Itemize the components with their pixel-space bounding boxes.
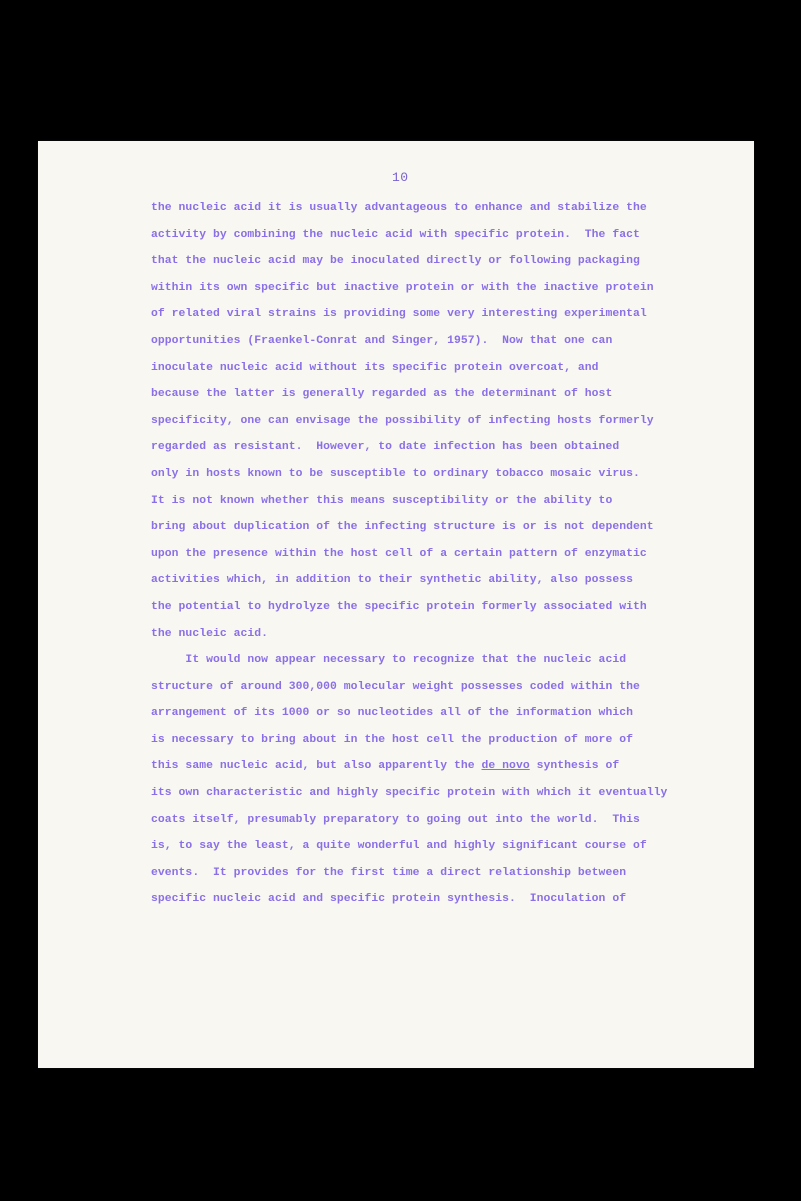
paragraph-start-line: It would now appear necessary to recognize that the nucleic acid: [151, 654, 627, 667]
text-line: the potential to hydrolyze the specific protein formerly associated with: [151, 600, 647, 613]
text-line: of related viral strains is providing some very interesting experimental: [151, 308, 647, 321]
body-text: [151, 195, 691, 913]
text-line: within its own specific but inactive protein or with the inactive protein: [151, 281, 654, 294]
text-line: specific nucleic acid and specific protein synthesis. Inoculation of: [151, 893, 627, 906]
text-line: regarded as resistant. However, to date infection has been obtained: [151, 441, 620, 454]
text-line: its own characteristic and highly specific protein with which it eventually: [151, 787, 668, 800]
text-line: bring about duplication of the infecting structure is or is not dependent: [151, 521, 654, 534]
text-line: events. It provides for the first time a direct relationship between: [151, 866, 627, 879]
text-line: is necessary to bring about in the host cell the production of more of: [151, 733, 633, 746]
text-line: arrangement of its 1000 or so nucleotides all of the information which: [151, 707, 633, 720]
text-line: upon the presence within the host cell of a certain pattern of enzymatic: [151, 547, 647, 560]
text-line: that the nucleic acid may be inoculated directly or following packaging: [151, 255, 640, 268]
text-line: coats itself, presumably preparatory to going out into the world. This: [151, 813, 640, 826]
page-number: 10: [392, 170, 409, 185]
text-line: inoculate nucleic acid without its specific protein overcoat, and: [151, 361, 599, 374]
text-line: is, to say the least, a quite wonderful and highly significant course of: [151, 840, 647, 853]
text-line: the nucleic acid.: [151, 627, 269, 640]
text-line: only in hosts known to be susceptible to ordinary tobacco mosaic virus.: [151, 467, 640, 480]
text-line: because the latter is generally regarded as the determinant of host: [151, 388, 613, 401]
text-segment: synthesis of: [529, 760, 620, 773]
underlined-term: de novo: [481, 760, 530, 773]
text-line: activity by combining the nucleic acid with specific protein. The fact: [151, 228, 640, 241]
text-line: opportunities (Fraenkel-Conrat and Singer, 1957). Now that one can: [151, 334, 613, 347]
text-segment: this same nucleic acid, but also apparently the: [151, 760, 482, 773]
text-line: specificity, one can envisage the possibility of infecting hosts formerly: [151, 414, 654, 427]
text-line: It is not known whether this means susceptibility or the ability to: [151, 494, 613, 507]
text-line: the nucleic acid it is usually advantageous to enhance and stabilize the: [151, 202, 647, 214]
text-line-with-emphasis: [151, 753, 691, 780]
text-line: activities which, in addition to their synthetic ability, also possess: [151, 574, 633, 587]
text-line: structure of around 300,000 molecular weight possesses coded within the: [151, 680, 640, 693]
